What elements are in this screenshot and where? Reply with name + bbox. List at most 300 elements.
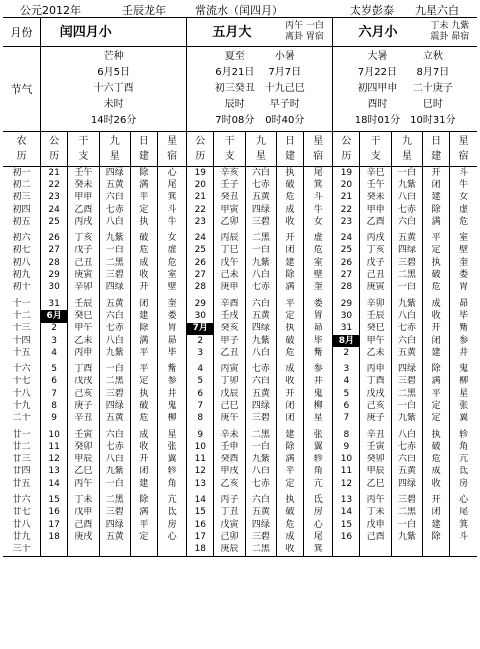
day-star: 七赤 bbox=[245, 179, 276, 191]
day-ganzhi bbox=[68, 544, 99, 557]
lunar-day: 廿四 bbox=[3, 466, 41, 478]
day-mansion: 毕 bbox=[158, 347, 187, 359]
day-ganzhi: 丁亥 bbox=[360, 245, 391, 257]
day-star bbox=[99, 544, 130, 557]
solar-date: 25 bbox=[333, 245, 360, 257]
jiuxing-header bbox=[391, 132, 422, 167]
day-jianchu bbox=[423, 544, 450, 557]
day-mansion: 箕 bbox=[304, 544, 333, 557]
day-mansion: 箕 bbox=[459, 519, 469, 530]
ganzhi-year-label: 壬辰龙年 bbox=[122, 4, 166, 17]
solar-term-ganzhi: 十九己巳 bbox=[264, 83, 305, 94]
day-jianchu: 危 bbox=[276, 347, 303, 359]
day-star: 八白 bbox=[391, 310, 422, 322]
day-ganzhi: 丁未 bbox=[360, 507, 391, 519]
solar-date: 21 bbox=[187, 192, 214, 204]
solar-term-time: 18时01分 bbox=[354, 115, 401, 126]
day-ganzhi: 辛卯 bbox=[360, 298, 391, 310]
gongli-header-char: 公 bbox=[49, 136, 60, 147]
lunar-day: 初三 bbox=[3, 192, 41, 204]
day-ganzhi: 乙巳 bbox=[360, 478, 391, 490]
jiuxing-header-char: 星 bbox=[255, 151, 266, 162]
ganzhi-header-char: 支 bbox=[370, 151, 381, 162]
day-mansion: 昴 bbox=[304, 323, 333, 335]
day-jianchu: 建 bbox=[423, 519, 450, 531]
day-ganzhi: 戊申 bbox=[68, 507, 99, 519]
month-terms-0 bbox=[41, 47, 187, 132]
day-ganzhi: 丙午 bbox=[68, 478, 99, 490]
solar-date: 19 bbox=[333, 167, 360, 180]
jianchu-header-char: 建 bbox=[138, 151, 149, 162]
lunar-day: 三十 bbox=[3, 544, 41, 557]
day-ganzhi: 己亥 bbox=[360, 400, 391, 412]
solar-term-name: 立秋 bbox=[422, 51, 443, 62]
day-star: 五黄 bbox=[245, 310, 276, 322]
day-ganzhi: 辛巳 bbox=[360, 167, 391, 180]
solar-date: 11 bbox=[187, 454, 214, 466]
day-jianchu: 建 bbox=[276, 257, 303, 269]
day-row bbox=[3, 232, 477, 244]
day-mansion: 角 bbox=[304, 466, 333, 478]
lunar-day: 十三 bbox=[3, 323, 41, 335]
day-ganzhi: 癸亥 bbox=[214, 323, 245, 335]
solar-date: 24 bbox=[333, 232, 360, 244]
solar-date: 3 bbox=[41, 335, 68, 347]
day-mansion: 女 bbox=[459, 192, 469, 203]
day-mansion: 箕 bbox=[158, 192, 187, 204]
solar-date: 22 bbox=[41, 179, 68, 191]
lunar-day: 廿三 bbox=[3, 454, 41, 466]
day-row bbox=[3, 216, 477, 228]
solar-date: 6月 bbox=[41, 310, 68, 322]
solar-term-ganzhi: 初四甲申 bbox=[357, 83, 398, 94]
day-mansion: 轸 bbox=[459, 429, 469, 440]
solar-date: 9 bbox=[187, 429, 214, 441]
day-star: 九紫 bbox=[391, 531, 422, 543]
xingxiu-header bbox=[450, 132, 477, 167]
day-jianchu: 满 bbox=[130, 335, 157, 347]
solar-date: 7月 bbox=[187, 323, 214, 335]
gongli-header-char: 历 bbox=[341, 151, 352, 162]
day-jianchu: 危 bbox=[276, 192, 303, 204]
day-mansion: 室 bbox=[304, 257, 333, 269]
day-jianchu: 执 bbox=[130, 216, 157, 228]
solar-date: 8月 bbox=[333, 335, 360, 347]
day-star: 八白 bbox=[391, 429, 422, 441]
day-row bbox=[3, 167, 477, 180]
xingxiu-header-char: 宿 bbox=[313, 151, 324, 162]
day-jianchu: 破 bbox=[423, 441, 450, 453]
day-ganzhi: 甲戌 bbox=[214, 466, 245, 478]
day-mansion: 轸 bbox=[158, 466, 187, 478]
day-jianchu: 收 bbox=[130, 441, 157, 453]
day-mansion: 参 bbox=[459, 335, 469, 346]
day-jianchu: 成 bbox=[130, 429, 157, 441]
day-mansion: 尾 bbox=[304, 531, 333, 543]
day-ganzhi: 丁巳 bbox=[214, 245, 245, 257]
day-ganzhi: 乙酉 bbox=[360, 216, 391, 228]
lunar-day: 十五 bbox=[3, 347, 41, 359]
lunar-day: 廿一 bbox=[3, 429, 41, 441]
day-jianchu: 收 bbox=[423, 310, 450, 322]
jiuxing-header-char: 九 bbox=[255, 136, 266, 147]
day-star: 六白 bbox=[99, 192, 130, 204]
day-jianchu: 破 bbox=[423, 269, 450, 281]
lunar-day: 廿六 bbox=[3, 494, 41, 506]
xingxiu-header bbox=[158, 132, 187, 167]
day-ganzhi: 丙申 bbox=[68, 347, 99, 359]
day-mansion: 氐 bbox=[304, 494, 333, 506]
solar-date: 16 bbox=[41, 507, 68, 519]
day-star: 四绿 bbox=[245, 204, 276, 216]
day-ganzhi: 己未 bbox=[214, 269, 245, 281]
day-jianchu: 收 bbox=[276, 216, 303, 228]
day-star: 六白 bbox=[391, 454, 422, 466]
day-row bbox=[3, 298, 477, 310]
solar-date: 8 bbox=[41, 400, 68, 412]
day-mansion: 张 bbox=[304, 429, 333, 441]
day-mansion: 轸 bbox=[304, 454, 333, 466]
day-star: 四绿 bbox=[391, 478, 422, 490]
day-jianchu: 收 bbox=[423, 478, 450, 490]
day-jianchu: 执 bbox=[276, 167, 303, 180]
day-mansion: 壁 bbox=[158, 282, 187, 294]
day-ganzhi: 戊辰 bbox=[214, 388, 245, 400]
day-mansion: 斗 bbox=[459, 531, 469, 542]
day-jianchu: 成 bbox=[423, 298, 450, 310]
jianchu-header bbox=[423, 132, 450, 167]
day-jianchu: 执 bbox=[276, 494, 303, 506]
day-jianchu: 平 bbox=[130, 347, 157, 359]
day-star: 一白 bbox=[99, 245, 130, 257]
day-star: 四绿 bbox=[245, 400, 276, 412]
day-ganzhi: 己丑 bbox=[360, 269, 391, 281]
lunar-day: 廿五 bbox=[3, 478, 41, 490]
solar-term-date: 7月22日 bbox=[357, 67, 397, 78]
solar-date: 14 bbox=[333, 507, 360, 519]
jiuxing-header bbox=[99, 132, 130, 167]
day-ganzhi: 庚寅 bbox=[360, 282, 391, 294]
day-star: 八白 bbox=[391, 192, 422, 204]
lunar-day: 廿二 bbox=[3, 441, 41, 453]
solar-date: 14 bbox=[41, 478, 68, 490]
month-star-2 bbox=[423, 18, 477, 47]
day-mansion: 斗 bbox=[459, 167, 469, 178]
day-mansion: 张 bbox=[459, 400, 469, 411]
taisui-label: 太岁彭泰 bbox=[350, 4, 394, 17]
day-mansion: 奎 bbox=[158, 298, 187, 310]
solar-term-time: 7时08分 bbox=[215, 115, 255, 126]
day-jianchu: 闭 bbox=[130, 466, 157, 478]
day-mansion: 心 bbox=[158, 167, 187, 180]
solar-term-hour: 酉时 bbox=[367, 99, 388, 110]
day-ganzhi: 辛亥 bbox=[214, 167, 245, 180]
day-mansion: 房 bbox=[459, 478, 469, 489]
day-star: 三碧 bbox=[245, 531, 276, 543]
xingxiu-header-char: 星 bbox=[313, 136, 324, 147]
solar-term-hour: 辰时 bbox=[224, 99, 245, 110]
day-mansion: 角 bbox=[459, 441, 469, 452]
day-jianchu: 除 bbox=[130, 494, 157, 506]
day-jianchu: 开 bbox=[276, 232, 303, 244]
solar-date: 25 bbox=[187, 245, 214, 257]
day-star: 六白 bbox=[99, 429, 130, 441]
day-star: 九紫 bbox=[391, 179, 422, 191]
day-row bbox=[3, 441, 477, 453]
solar-term-date: 6月21日 bbox=[215, 67, 255, 78]
day-row bbox=[3, 192, 477, 204]
day-jianchu: 定 bbox=[130, 376, 157, 388]
day-mansion: 牛 bbox=[459, 179, 469, 190]
solar-date: 26 bbox=[333, 257, 360, 269]
day-ganzhi: 壬寅 bbox=[360, 441, 391, 453]
solar-date: 21 bbox=[333, 192, 360, 204]
day-star: 六白 bbox=[245, 167, 276, 180]
day-ganzhi: 庚戌 bbox=[68, 531, 99, 543]
day-jianchu: 闭 bbox=[276, 400, 303, 412]
day-mansion: 室 bbox=[158, 269, 187, 281]
liushui-label: 常流水（闰四月） bbox=[195, 4, 283, 17]
day-jianchu: 定 bbox=[130, 204, 157, 216]
column-header-row bbox=[3, 132, 477, 167]
solar-term-ganzhi: 十六丁酉 bbox=[93, 83, 134, 94]
day-jianchu: 成 bbox=[276, 204, 303, 216]
jianchu-header bbox=[130, 132, 157, 167]
day-jianchu: 平 bbox=[130, 363, 157, 375]
jiuxing-header-char: 九 bbox=[401, 136, 412, 147]
day-mansion: 参 bbox=[304, 363, 333, 375]
day-ganzhi: 乙卯 bbox=[214, 216, 245, 228]
day-star: 七赤 bbox=[391, 323, 422, 335]
day-ganzhi: 己巳 bbox=[214, 400, 245, 412]
day-mansion: 娄 bbox=[304, 298, 333, 310]
day-jianchu: 定 bbox=[423, 413, 450, 425]
day-mansion: 井 bbox=[158, 388, 187, 400]
day-jianchu: 平 bbox=[276, 466, 303, 478]
day-star: 九紫 bbox=[99, 466, 130, 478]
lunar-day: 初七 bbox=[3, 245, 41, 257]
day-star: 六白 bbox=[391, 335, 422, 347]
solar-term bbox=[91, 49, 136, 129]
day-mansion: 胃 bbox=[459, 282, 469, 293]
lunar-day: 初十 bbox=[3, 282, 41, 294]
solar-date: 13 bbox=[41, 466, 68, 478]
day-mansion: 尾 bbox=[158, 179, 187, 191]
day-star bbox=[391, 544, 422, 557]
day-jianchu: 成 bbox=[276, 363, 303, 375]
day-star: 七赤 bbox=[245, 282, 276, 294]
solar-date: 28 bbox=[41, 257, 68, 269]
day-ganzhi: 戊子 bbox=[68, 245, 99, 257]
day-row bbox=[3, 494, 477, 506]
day-jianchu: 成 bbox=[276, 531, 303, 543]
solar-date: 5 bbox=[333, 388, 360, 400]
ganzhi-header-char: 支 bbox=[78, 151, 89, 162]
solar-date: 3 bbox=[187, 347, 214, 359]
day-star: 八白 bbox=[99, 216, 130, 228]
solar-terms-row bbox=[3, 47, 477, 132]
day-jianchu: 定 bbox=[130, 531, 157, 543]
day-ganzhi: 癸未 bbox=[360, 192, 391, 204]
solar-term-ganzhi: 二十庚子 bbox=[412, 83, 453, 94]
day-mansion: 心 bbox=[459, 495, 469, 506]
day-star: 五黄 bbox=[391, 232, 422, 244]
solar-date: 8 bbox=[333, 429, 360, 441]
day-ganzhi: 丙子 bbox=[214, 494, 245, 506]
solar-term bbox=[215, 49, 255, 129]
day-jianchu: 开 bbox=[276, 388, 303, 400]
solar-date: 23 bbox=[333, 216, 360, 228]
month-star-top: 丙午 一白 bbox=[284, 21, 324, 31]
day-row bbox=[3, 388, 477, 400]
solar-date: 3 bbox=[333, 363, 360, 375]
lunar-day: 十七 bbox=[3, 376, 41, 388]
day-ganzhi: 丙寅 bbox=[214, 363, 245, 375]
day-star: 二黑 bbox=[391, 507, 422, 519]
day-jianchu: 闭 bbox=[423, 507, 450, 519]
solar-date: 30 bbox=[187, 310, 214, 322]
day-row bbox=[3, 363, 477, 375]
solar-date: 12 bbox=[187, 466, 214, 478]
day-jianchu: 闭 bbox=[130, 298, 157, 310]
solar-date: 5 bbox=[187, 376, 214, 388]
solar-date: 11 bbox=[333, 466, 360, 478]
day-jianchu: 满 bbox=[130, 179, 157, 191]
day-star: 七赤 bbox=[391, 204, 422, 216]
day-star: 七赤 bbox=[245, 363, 276, 375]
day-mansion: 心 bbox=[158, 531, 187, 543]
day-mansion: 虚 bbox=[459, 204, 469, 215]
day-mansion: 牛 bbox=[158, 216, 187, 228]
day-row bbox=[3, 204, 477, 216]
ganzhi-header bbox=[68, 132, 99, 167]
lunar-day: 初一 bbox=[3, 167, 41, 180]
nongli-header bbox=[3, 132, 41, 167]
day-jianchu: 除 bbox=[423, 531, 450, 543]
day-star: 一白 bbox=[391, 167, 422, 180]
day-mansion: 娄 bbox=[459, 270, 469, 281]
xingxiu-header-char: 星 bbox=[167, 136, 178, 147]
day-jianchu: 建 bbox=[276, 429, 303, 441]
solar-term bbox=[265, 49, 305, 129]
solar-term-time: 14时26分 bbox=[90, 115, 137, 126]
day-ganzhi: 丁未 bbox=[68, 494, 99, 506]
day-jianchu: 建 bbox=[423, 347, 450, 359]
day-star: 六白 bbox=[245, 376, 276, 388]
xingxiu-header bbox=[304, 132, 333, 167]
year-label: 公元2012年 bbox=[20, 4, 81, 17]
day-jianchu: 除 bbox=[423, 204, 450, 216]
lunar-day: 二十 bbox=[3, 413, 41, 425]
day-jianchu: 平 bbox=[423, 232, 450, 244]
day-ganzhi: 壬辰 bbox=[68, 298, 99, 310]
ganzhi-header bbox=[360, 132, 391, 167]
solar-date: 27 bbox=[187, 269, 214, 281]
day-jianchu: 破 bbox=[130, 400, 157, 412]
day-row bbox=[3, 454, 477, 466]
jianchu-header-char: 建 bbox=[431, 151, 442, 162]
xingxiu-header-char: 宿 bbox=[458, 151, 469, 162]
jiuxing-header-char: 星 bbox=[109, 151, 120, 162]
day-ganzhi: 甲午 bbox=[360, 335, 391, 347]
lunar-day: 初四 bbox=[3, 204, 41, 216]
day-jianchu: 开 bbox=[423, 323, 450, 335]
day-ganzhi: 乙酉 bbox=[68, 204, 99, 216]
day-jianchu: 除 bbox=[130, 323, 157, 335]
day-row bbox=[3, 245, 477, 257]
lunar-day: 十八 bbox=[3, 388, 41, 400]
day-jianchu: 成 bbox=[423, 466, 450, 478]
solar-date: 16 bbox=[187, 519, 214, 531]
day-mansion: 鬼 bbox=[158, 400, 187, 412]
jiuxing-header-char: 九 bbox=[109, 136, 120, 147]
solar-date: 4 bbox=[333, 376, 360, 388]
solar-date: 7 bbox=[187, 400, 214, 412]
solar-date: 10 bbox=[187, 441, 214, 453]
day-star: 九紫 bbox=[391, 298, 422, 310]
day-mansion: 星 bbox=[304, 413, 333, 425]
day-jianchu: 定 bbox=[276, 478, 303, 490]
solar-date: 2 bbox=[187, 335, 214, 347]
solar-term-date: 7月7日 bbox=[268, 67, 302, 78]
day-jianchu: 危 bbox=[130, 245, 157, 257]
day-mansion: 觜 bbox=[158, 363, 187, 375]
day-ganzhi: 壬戌 bbox=[214, 310, 245, 322]
solar-date: 30 bbox=[333, 310, 360, 322]
solar-date: 15 bbox=[187, 507, 214, 519]
day-jianchu bbox=[130, 544, 157, 557]
day-star: 三碧 bbox=[99, 269, 130, 281]
day-ganzhi: 己丑 bbox=[68, 257, 99, 269]
day-star: 三碧 bbox=[391, 494, 422, 506]
day-ganzhi: 辛卯 bbox=[68, 282, 99, 294]
solar-date: 8 bbox=[187, 413, 214, 425]
day-jianchu: 闭 bbox=[423, 179, 450, 191]
day-mansion: 胃 bbox=[304, 310, 333, 322]
day-ganzhi: 癸丑 bbox=[214, 192, 245, 204]
day-mansion: 房 bbox=[158, 519, 187, 531]
lunar-day: 初五 bbox=[3, 216, 41, 228]
day-ganzhi: 壬寅 bbox=[68, 429, 99, 441]
solar-date: 23 bbox=[41, 192, 68, 204]
day-mansion: 斗 bbox=[158, 204, 187, 216]
day-jianchu: 执 bbox=[423, 257, 450, 269]
solar-date: 4 bbox=[41, 347, 68, 359]
solar-term-time: 0时40分 bbox=[265, 115, 305, 126]
day-star: 八白 bbox=[245, 466, 276, 478]
day-mansion bbox=[158, 544, 187, 557]
day-mansion: 尾 bbox=[459, 507, 469, 518]
solar-date: 24 bbox=[41, 204, 68, 216]
day-jianchu: 收 bbox=[130, 269, 157, 281]
day-row bbox=[3, 466, 477, 478]
day-mansion: 牛 bbox=[304, 204, 333, 216]
day-ganzhi: 癸卯 bbox=[68, 441, 99, 453]
solar-term-date: 6月5日 bbox=[97, 67, 131, 78]
solar-date: 26 bbox=[187, 257, 214, 269]
nongli-header-char: 农 bbox=[16, 136, 27, 147]
day-jianchu: 定 bbox=[423, 245, 450, 257]
day-mansion: 昴 bbox=[158, 335, 187, 347]
solar-term-time: 10时31分 bbox=[410, 115, 456, 126]
solar-date: 24 bbox=[187, 232, 214, 244]
day-ganzhi: 壬申 bbox=[214, 441, 245, 453]
day-star: 六白 bbox=[245, 494, 276, 506]
lunar-day: 廿九 bbox=[3, 531, 41, 543]
day-star: 八白 bbox=[99, 335, 130, 347]
solar-date: 28 bbox=[333, 282, 360, 294]
day-row bbox=[3, 544, 477, 557]
